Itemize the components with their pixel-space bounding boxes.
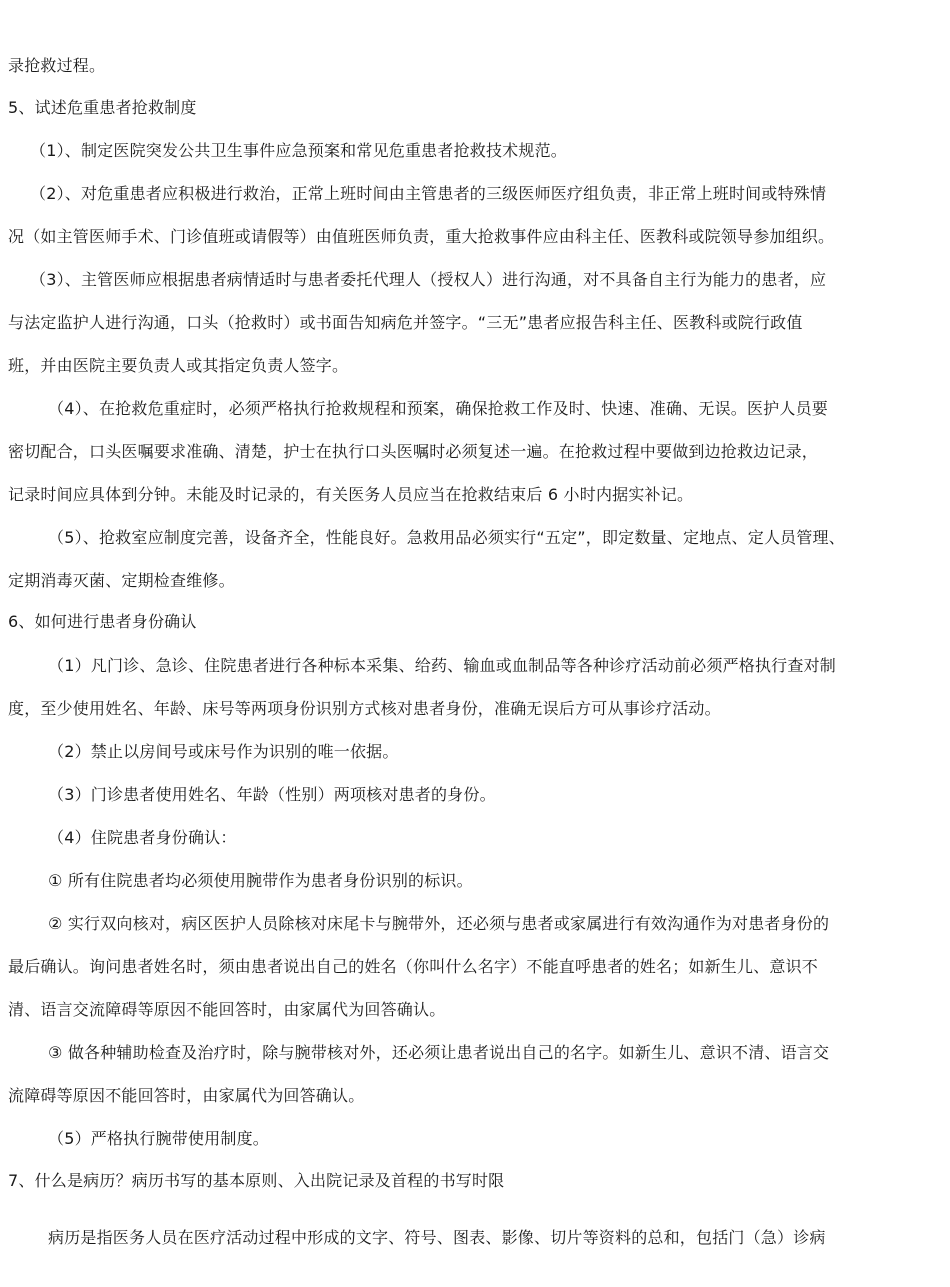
- text-line: （1）凡门诊、急诊、住院患者进行各种标本采集、给药、输血或血制品等各种诊疗活动前必须严格执行查对制: [48, 656, 836, 675]
- text-line: ③ 做各种辅助检查及治疗时，除与腕带核对外，还必须让患者说出自己的名字。如新生儿、意识不清、语言交: [48, 1043, 830, 1062]
- text-line: （5）、抢救室应制度完善，设备齐全，性能良好。急救用品必须实行“五定”，即定数量、定地点、定人员管理、: [48, 528, 845, 547]
- section-heading-5: 5、试述危重患者抢救制度: [8, 98, 197, 117]
- text-line: 密切配合，口头医嘱要求准确、清楚，护士在执行口头医嘱时必须复述一遍。在抢救过程中要做到边抢救边记录，: [8, 442, 819, 461]
- text-line: ② 实行双向核对，病区医护人员除核对床尾卡与腕带外，还必须与患者或家属进行有效沟通作为对患者身份的: [48, 914, 830, 933]
- text-line: （3）门诊患者使用姓名、年龄（性别）两项核对患者的身份。: [48, 785, 496, 804]
- text-line: （5）严格执行腕带使用制度。: [48, 1129, 269, 1148]
- text-line: 定期消毒灭菌、定期检查维修。: [8, 571, 235, 590]
- text-line: 录抢救过程。: [8, 56, 106, 75]
- text-line: （2）、对危重患者应积极进行救治，正常上班时间由主管患者的三级医师医疗组负责，非正常上班时间或特殊情: [30, 184, 827, 203]
- text-line: （1）、制定医院突发公共卫生事件应急预案和常见危重患者抢救技术规范。: [30, 141, 567, 160]
- text-line: 与法定监护人进行沟通，口头（抢救时）或书面告知病危并签字。“三无”患者应报告科主任、医教科或院行政值: [8, 313, 803, 332]
- text-line: 度，至少使用姓名、年龄、床号等两项身份识别方式核对患者身份，准确无误后方可从事诊疗活动。: [8, 699, 721, 718]
- text-line: 况（如主管医师手术、门诊值班或请假等）由值班医师负责，重大抢救事件应由科主任、医教科或院领导参加组织。: [8, 227, 835, 246]
- text-line: ① 所有住院患者均必须使用腕带作为患者身份识别的标识。: [48, 871, 473, 890]
- text-line: 流障碍等原因不能回答时，由家属代为回答确认。: [8, 1086, 365, 1105]
- text-line: 清、语言交流障碍等原因不能回答时，由家属代为回答确认。: [8, 1000, 446, 1019]
- text-line: 记录时间应具体到分钟。未能及时记录的，有关医务人员应当在抢救结束后 6 小时内据实补记。: [8, 485, 694, 504]
- text-line: （4）住院患者身份确认：: [48, 828, 237, 847]
- text-line: 最后确认。询问患者姓名时，须由患者说出自己的姓名（你叫什么名字）不能直呼患者的姓名；如新生儿、意识不: [8, 957, 819, 976]
- text-line: （4）、在抢救危重症时，必须严格执行抢救规程和预案，确保抢救工作及时、快速、准确、无误。医护人员要: [48, 399, 828, 418]
- text-line: 病历是指医务人员在医疗活动过程中形成的文字、符号、图表、影像、切片等资料的总和，包括门（急）诊病: [48, 1228, 826, 1247]
- text-line: 班，并由医院主要负责人或其指定负责人签字。: [8, 356, 349, 375]
- section-heading-7: 7、什么是病历？病历书写的基本原则、入出院记录及首程的书写时限: [8, 1171, 505, 1190]
- text-line: （3）、主管医师应根据患者病情适时与患者委托代理人（授权人）进行沟通，对不具备自主行为能力的患者，应: [30, 270, 827, 289]
- section-heading-6: 6、如何进行患者身份确认: [8, 612, 197, 631]
- text-line: （2）禁止以房间号或床号作为识别的唯一依据。: [48, 742, 399, 761]
